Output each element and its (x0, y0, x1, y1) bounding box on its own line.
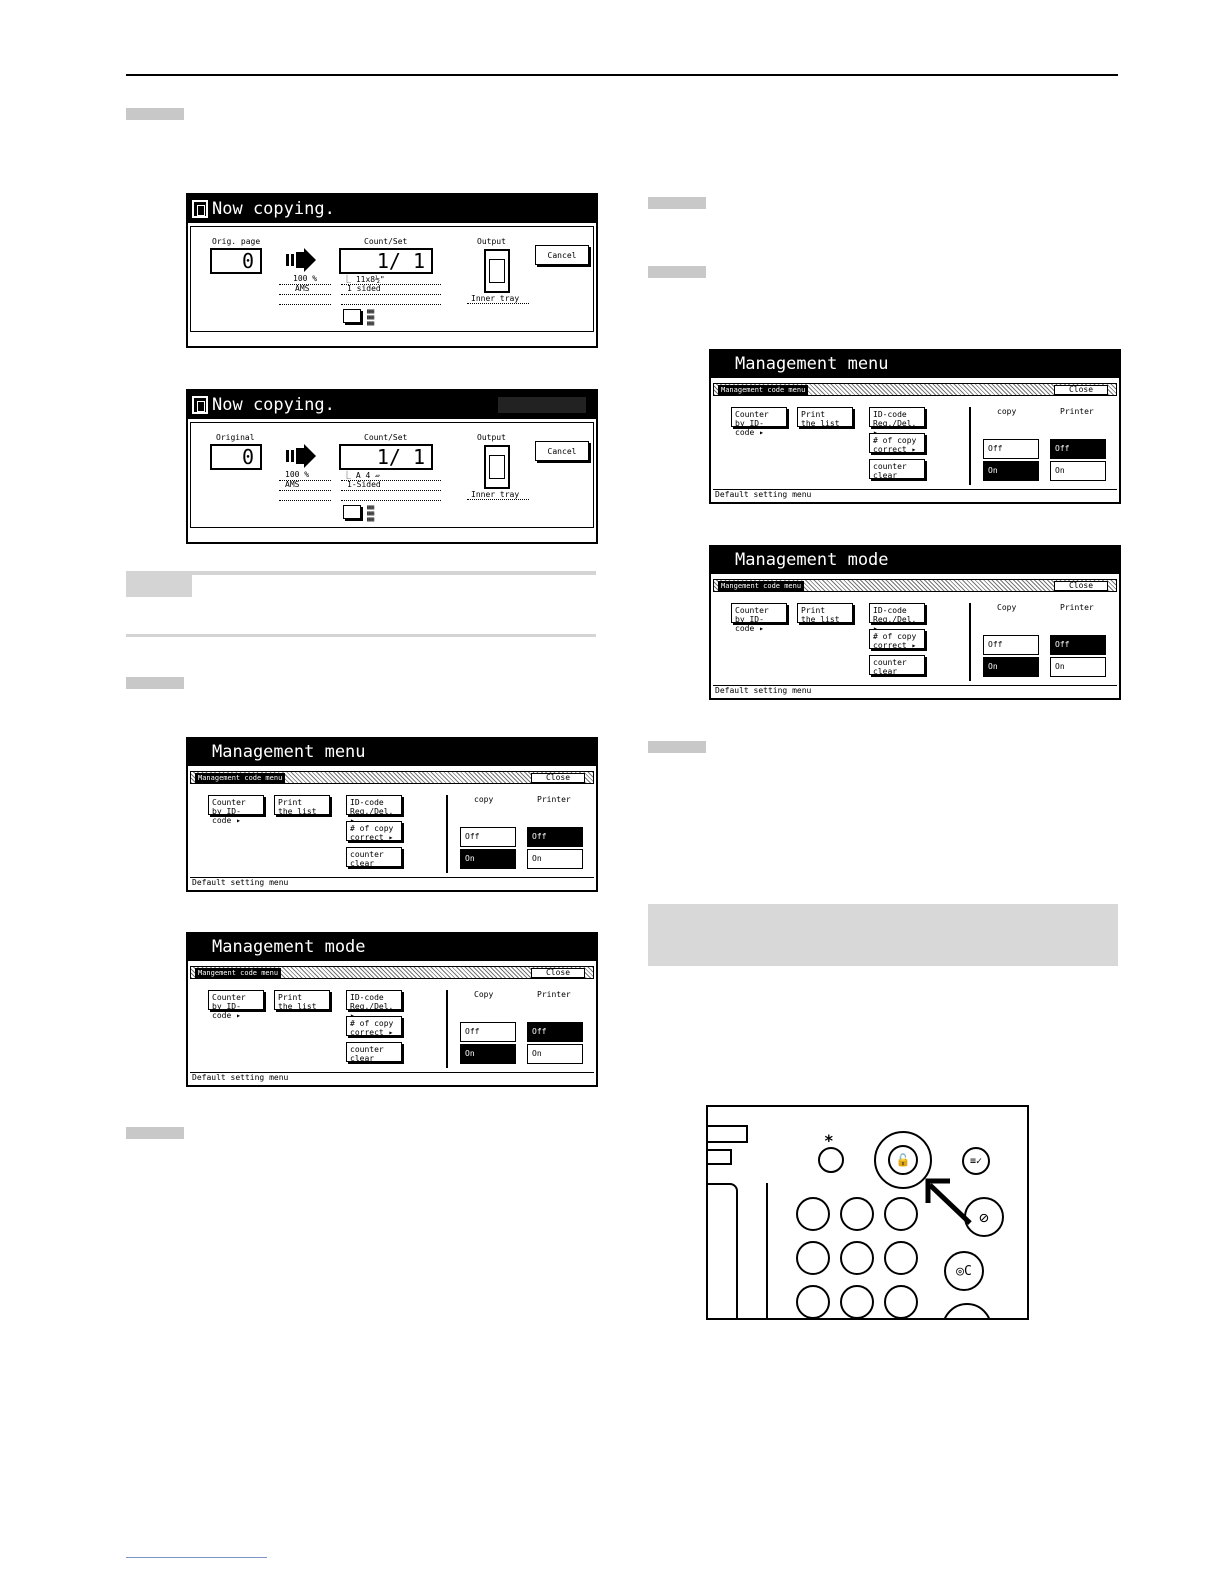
copy-on-toggle[interactable]: On (983, 657, 1039, 677)
number-key[interactable] (796, 1197, 830, 1231)
id-code-reg-button[interactable] (346, 990, 402, 1010)
column-divider (969, 603, 971, 681)
printer-off-toggle[interactable]: Off (1050, 635, 1106, 655)
column-divider (446, 795, 448, 873)
id-code-reg-button[interactable] (869, 407, 925, 427)
panel-slot (706, 1149, 732, 1165)
button-line: # of copy (350, 824, 394, 833)
default-setting-menu-bar[interactable]: Default setting menu (713, 489, 1117, 500)
stack-icon (343, 309, 361, 323)
id-code-reg-button[interactable] (869, 603, 925, 623)
number-key[interactable] (840, 1241, 874, 1275)
close-button[interactable]: Close (531, 968, 585, 978)
copy-on-toggle[interactable]: On (460, 1044, 516, 1064)
button-line: counter (873, 658, 907, 667)
counter-by-id-button[interactable]: Counter by ID-code ▸ (731, 407, 787, 427)
printer-column-label: Printer (537, 795, 571, 804)
divider (341, 490, 441, 491)
divider (341, 500, 441, 501)
button-line: Print (801, 606, 826, 615)
document-icon (192, 200, 208, 218)
number-key[interactable] (884, 1197, 918, 1231)
divider (279, 304, 331, 305)
button-line: Reg./Del. (873, 615, 917, 624)
divider (341, 294, 441, 295)
stack-icon (343, 505, 361, 519)
copy-correct-button[interactable]: # of copy correct ▸ (869, 433, 925, 453)
sheet-icon: ▦▦ ▦▦ ▦▦ (367, 308, 375, 327)
panel-title-bar (188, 391, 596, 419)
output-tray-icon (484, 249, 510, 293)
button-line: by ID-code (735, 419, 764, 437)
output-tray-icon (484, 445, 510, 489)
document-icon (192, 396, 208, 414)
counter-clear-button[interactable] (869, 459, 925, 479)
button-line: Counter (212, 798, 246, 807)
close-button[interactable]: Close (1054, 385, 1108, 395)
print-list-button[interactable] (797, 603, 853, 623)
panel-title: Management mode (212, 937, 366, 957)
panel-edge (738, 1183, 768, 1320)
number-key[interactable] (796, 1241, 830, 1275)
button-line: ID-code (350, 798, 384, 807)
zoom-value: 100 % (285, 470, 310, 479)
counter-by-id-button[interactable]: Counter by ID-code ▸ (208, 795, 264, 815)
button-line: by ID-code (212, 1002, 241, 1020)
button-line: Reg./Del. (873, 419, 917, 428)
reset-key-icon[interactable]: ⊘ (964, 1197, 1004, 1237)
column-divider (969, 407, 971, 485)
counter-clear-button[interactable] (869, 655, 925, 675)
print-list-button[interactable] (274, 990, 330, 1010)
top-rule (126, 74, 1118, 76)
button-line: the list (278, 1002, 317, 1011)
divider (279, 490, 331, 491)
button-line: correct (873, 641, 907, 650)
printer-on-toggle[interactable]: On (527, 1044, 583, 1064)
id-code-reg-button[interactable] (346, 795, 402, 815)
operation-panel-illustration (706, 1105, 1029, 1320)
panel-title: Now copying. (212, 198, 335, 219)
code-menu-bar (713, 579, 1117, 592)
management-mode-panel (186, 932, 598, 1087)
counter-by-id-button[interactable]: Counter by ID-code ▸ (208, 990, 264, 1010)
output-tray: Inner tray (471, 490, 520, 499)
button-line: counter (350, 850, 384, 859)
copy-on-toggle[interactable]: On (460, 849, 516, 869)
default-setting-menu-bar[interactable]: Default setting menu (190, 1072, 594, 1083)
note-rule-top (126, 571, 596, 575)
button-line: clear (873, 667, 898, 676)
number-key[interactable] (840, 1285, 874, 1319)
asterisk-icon: * (824, 1131, 834, 1150)
code-menu-bar (190, 771, 594, 784)
orig-label: Original (216, 433, 255, 442)
button-line: Reg./Del. (350, 807, 394, 816)
button-line: # of copy (873, 436, 917, 445)
default-setting-menu-bar[interactable]: Default setting menu (713, 685, 1117, 696)
paper-size-value: A 4 (355, 471, 371, 480)
printer-off-toggle[interactable]: Off (527, 1022, 583, 1042)
button-line: correct (350, 1028, 384, 1037)
button-line: correct (350, 833, 384, 842)
counter-by-id-button[interactable]: Counter by ID-code ▸ (731, 603, 787, 623)
panel-title-bar (711, 547, 1119, 574)
number-key[interactable] (840, 1197, 874, 1231)
button-line: ID-code (350, 993, 384, 1002)
copy-correct-button[interactable]: # of copy correct ▸ (346, 821, 402, 841)
button-line: # of copy (350, 1019, 394, 1028)
button-line: clear (350, 1054, 375, 1063)
panel-title-bar (711, 351, 1119, 378)
code-menu-tab[interactable]: Mangement code menu (718, 581, 804, 591)
code-menu-tab[interactable]: Mangement code menu (195, 968, 281, 978)
panel-title-bar (188, 195, 596, 223)
step-marker (648, 197, 706, 209)
note-rule-bottom (126, 634, 596, 637)
copy-off-toggle[interactable]: Off (983, 635, 1039, 655)
divider (467, 303, 529, 304)
number-key[interactable] (884, 1241, 918, 1275)
panel-slot (706, 1125, 748, 1143)
copy-off-toggle[interactable]: Off (983, 439, 1039, 459)
number-key[interactable] (796, 1285, 830, 1319)
copy-column-label: Copy (474, 990, 494, 999)
copy-column-label: Copy (997, 603, 1017, 612)
button-line: clear (350, 859, 375, 868)
code-menu-tab[interactable]: Management code menu (195, 773, 285, 783)
divider (279, 500, 331, 501)
copy-on-toggle[interactable]: On (983, 461, 1039, 481)
panel-title: Management menu (735, 354, 889, 374)
step-marker (126, 1127, 184, 1139)
button-line: Reg./Del. (350, 1002, 394, 1011)
count-set: 1/ 1 (339, 248, 433, 274)
button-line: the list (278, 807, 317, 816)
cancel-button[interactable]: Cancel (535, 245, 589, 265)
sided-mode: 1 sided (347, 284, 381, 293)
print-list-button[interactable] (274, 795, 330, 815)
number-key[interactable] (884, 1285, 918, 1319)
paper-size-value: 11x8½" (355, 275, 385, 284)
step-marker (648, 741, 706, 753)
panel-title: Now copying. (212, 394, 335, 415)
code-menu-bar (190, 966, 594, 979)
section-heading-box (648, 904, 1118, 966)
panel-body (190, 422, 594, 528)
copy-column-label: copy (474, 795, 494, 804)
button-line: Counter (735, 606, 769, 615)
default-setting-menu-bar[interactable]: Default setting menu (190, 877, 594, 888)
arrow-icon (286, 248, 316, 272)
printer-off-toggle[interactable]: Off (527, 827, 583, 847)
printer-on-toggle[interactable]: On (527, 849, 583, 869)
output-tray: Inner tray (471, 294, 520, 303)
interrupt-key-icon[interactable]: ≡✓ (962, 1147, 990, 1175)
close-button[interactable]: Close (531, 773, 585, 783)
copy-off-toggle[interactable]: Off (460, 827, 516, 847)
management-menu-panel (709, 349, 1121, 504)
count-set: 1/ 1 (339, 444, 433, 470)
management-mode-panel (709, 545, 1121, 700)
footer-link-rule (126, 1557, 267, 1558)
printer-column-label: Printer (537, 990, 571, 999)
paper-size: ⎿ A 4 ▱ (343, 471, 380, 480)
paper-mode: AMS (295, 284, 310, 293)
zoom-value: 100 % (293, 274, 318, 283)
orig-count: 0 (210, 248, 262, 274)
arrow-icon (286, 444, 316, 468)
panel-body (190, 226, 594, 332)
orig-count: 0 (210, 444, 262, 470)
button-line: Print (801, 410, 826, 419)
printer-off-toggle[interactable]: Off (1050, 439, 1106, 459)
printer-column-label: Printer (1060, 407, 1094, 416)
panel-title: Management mode (735, 550, 889, 570)
button-line: ID-code (873, 606, 907, 615)
now-copying-panel-metric (186, 389, 598, 544)
panel-title-bar (188, 739, 596, 766)
output-label: Output (477, 237, 506, 246)
code-menu-tab[interactable]: Management code menu (718, 385, 808, 395)
step-marker (648, 266, 706, 278)
lock-key-icon[interactable]: 🔓 (888, 1145, 918, 1175)
copy-correct-button[interactable]: # of copy correct ▸ (346, 1016, 402, 1036)
printer-on-toggle[interactable]: On (1050, 461, 1106, 481)
code-menu-bar (713, 383, 1117, 396)
panel-title-bar (188, 934, 596, 961)
copy-column-label: copy (997, 407, 1017, 416)
cancel-button[interactable]: Cancel (535, 441, 589, 461)
output-label: Output (477, 433, 506, 442)
step-marker (126, 108, 184, 120)
status-area (498, 397, 586, 413)
management-menu-panel (186, 737, 598, 892)
button-line: correct (873, 445, 907, 454)
button-line: the list (801, 419, 840, 428)
printer-on-toggle[interactable]: On (1050, 657, 1106, 677)
count-label: Count/Set (364, 433, 408, 442)
divider (279, 294, 331, 295)
panel-title: Management menu (212, 742, 366, 762)
sheet-icon: ▦▦ ▦▦ ▦▦ (367, 504, 375, 523)
stop-clear-key-icon[interactable]: ◎C (944, 1251, 984, 1291)
paper-size: ⎿ 11x8½" (343, 275, 385, 284)
sided-mode: 1-Sided (347, 480, 381, 489)
printer-column-label: Printer (1060, 603, 1094, 612)
button-line: counter (873, 462, 907, 471)
print-list-button[interactable] (797, 407, 853, 427)
button-line: # of copy (873, 632, 917, 641)
count-label: Count/Set (364, 237, 408, 246)
button-line: Counter (735, 410, 769, 419)
copy-off-toggle[interactable]: Off (460, 1022, 516, 1042)
button-line: by ID-code (212, 807, 241, 825)
note-marker (126, 571, 192, 597)
button-line: ID-code (873, 410, 907, 419)
button-line: the list (801, 615, 840, 624)
divider (467, 499, 529, 500)
button-line: Print (278, 993, 303, 1002)
button-line: by ID-code (735, 615, 764, 633)
button-line: clear (873, 471, 898, 480)
button-line: counter (350, 1045, 384, 1054)
orig-label: Orig. page (212, 237, 261, 246)
column-divider (446, 990, 448, 1068)
now-copying-panel-inch (186, 193, 598, 348)
start-key[interactable] (942, 1303, 992, 1320)
counter-clear-button[interactable] (346, 1042, 402, 1062)
button-line: Print (278, 798, 303, 807)
close-button[interactable]: Close (1054, 581, 1108, 591)
copy-correct-button[interactable]: # of copy correct ▸ (869, 629, 925, 649)
star-key[interactable] (818, 1147, 844, 1173)
paper-mode: AMS (285, 480, 300, 489)
counter-clear-button[interactable] (346, 847, 402, 867)
divider (341, 304, 441, 305)
panel-edge (706, 1183, 738, 1320)
button-line: Counter (212, 993, 246, 1002)
step-marker (126, 677, 184, 689)
